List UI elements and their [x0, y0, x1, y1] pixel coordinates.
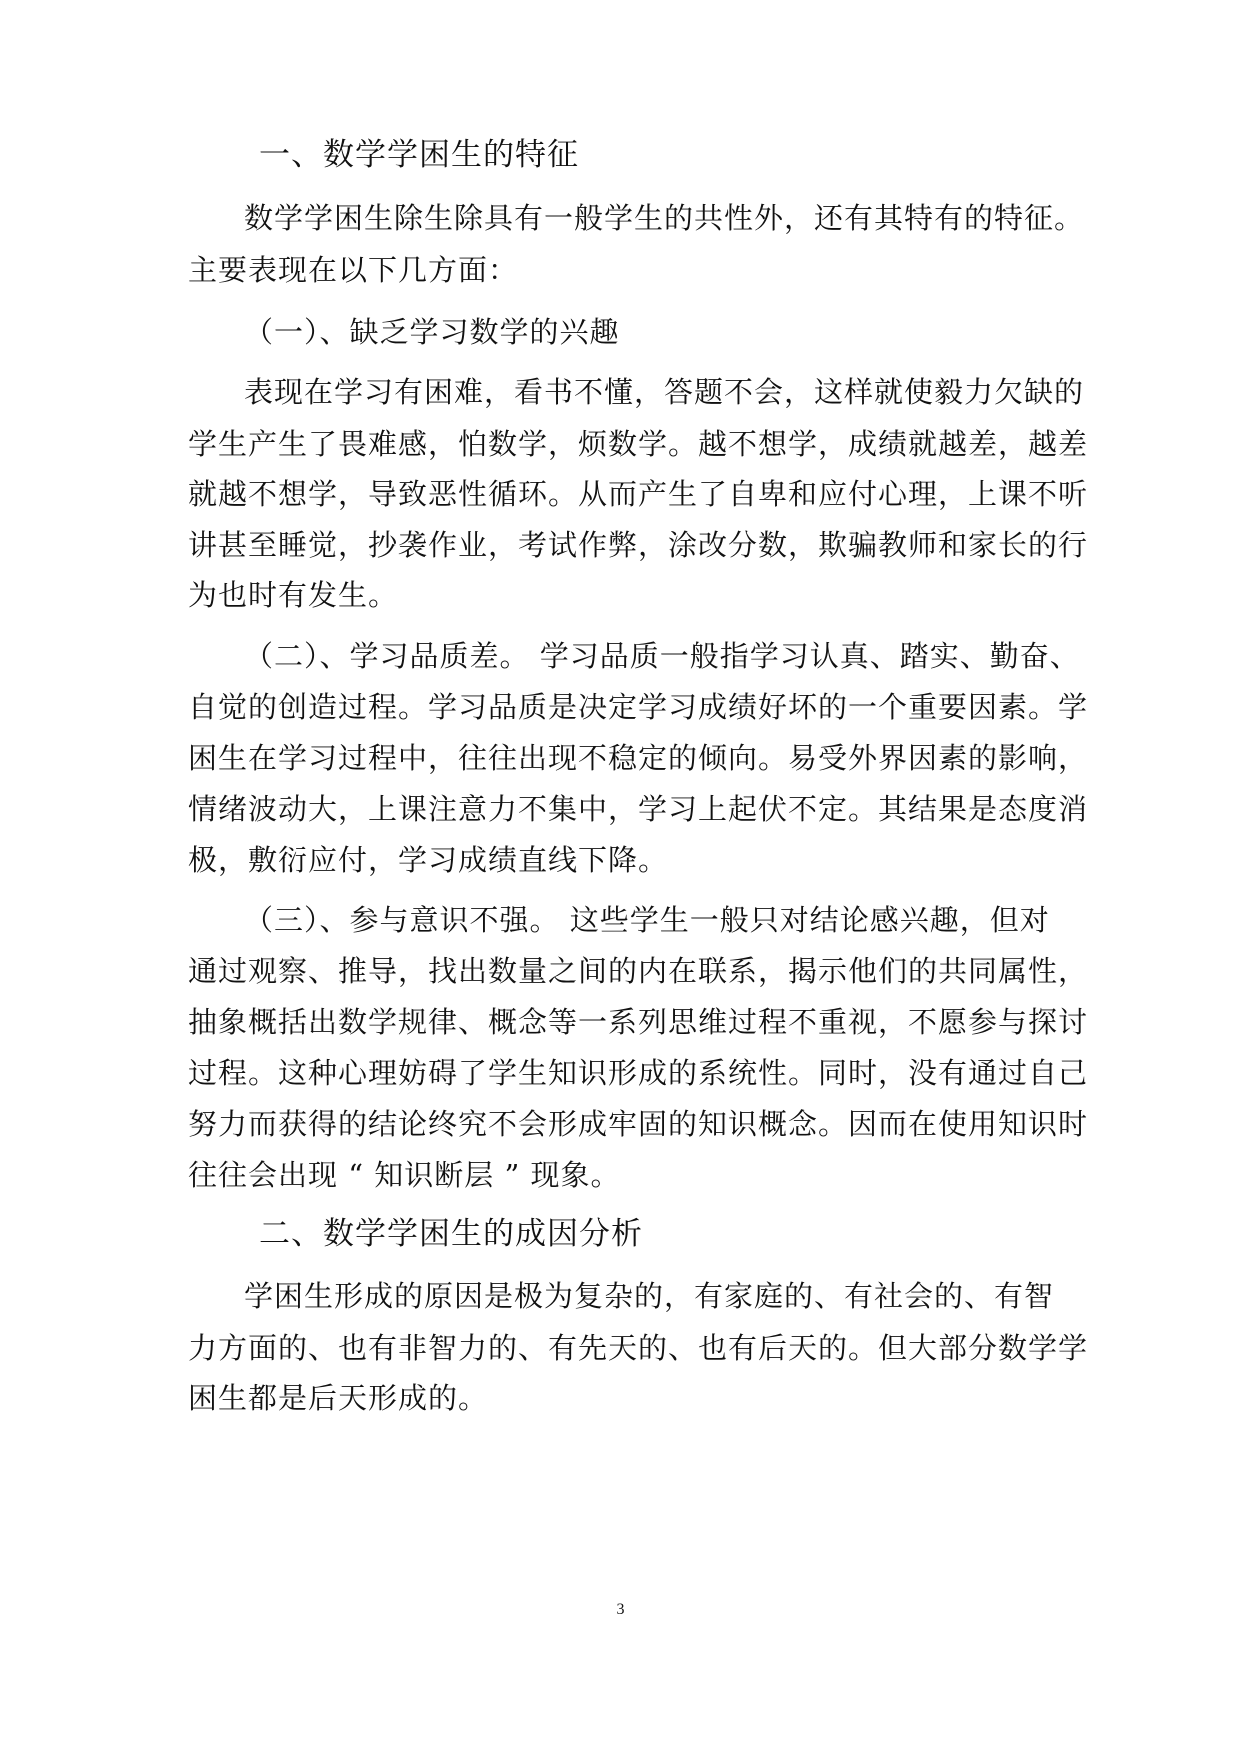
section-heading-1: 一、数学学困生的特征: [259, 137, 579, 173]
sub2-line-2: 自觉的创造过程。学习品质是决定学习成绩好坏的一个重要因素。学: [188, 690, 1089, 724]
subsection-1-title: （一）、缺乏学习数学的兴趣: [244, 315, 620, 349]
sub3-line-5: 努力而获得的结论终究不会形成牢固的知识概念。因而在使用知识时: [188, 1107, 1089, 1141]
sub1-line-2: 学生产生了畏难感，怕数学，烦数学。越不想学，成绩就越差，越差: [188, 427, 1089, 461]
sub1-line-1: 表现在学习有困难，看书不懂，答题不会，这样就使毅力欠缺的: [244, 375, 1085, 409]
page-number: 3: [616, 1601, 625, 1618]
sub2-line-5: 极，敷衍应付，学习成绩直线下降。: [188, 843, 669, 877]
para2-line-1: 学困生形成的原因是极为复杂的，有家庭的、有社会的、有智: [244, 1279, 1055, 1313]
sub1-line-5: 为也时有发生。: [188, 578, 399, 612]
sub3-line-4: 过程。这种心理妨碍了学生知识形成的系统性。同时，没有通过自己: [188, 1056, 1089, 1090]
para2-line-2: 力方面的、也有非智力的、有先天的、也有后天的。但大部分数学学: [188, 1331, 1089, 1365]
sub2-line-3: 困生在学习过程中，往往出现不稳定的倾向。易受外界因素的影响，: [188, 741, 1089, 775]
intro-line-1: 数学学困生除生除具有一般学生的共性外，还有其特有的特征。: [244, 201, 1085, 235]
sub3-line-6: 往往会出现 “ 知识断层 ” 现象。: [188, 1158, 621, 1192]
intro-line-2: 主要表现在以下几方面：: [188, 253, 519, 287]
sub3-line-1: （三）、参与意识不强。 这些学生一般只对结论感兴趣，但对: [244, 903, 1050, 937]
sub3-line-3: 抽象概括出数学规律、概念等一系列思维过程不重视，不愿参与探讨: [188, 1005, 1089, 1039]
section-heading-2: 二、数学学困生的成因分析: [259, 1216, 643, 1252]
sub2-line-1: （二）、学习品质差。 学习品质一般指学习认真、踏实、勤奋、: [244, 639, 1080, 673]
para2-line-3: 困生都是后天形成的。: [188, 1381, 489, 1415]
sub1-line-3: 就越不想学，导致恶性循环。从而产生了自卑和应付心理，上课不听: [188, 477, 1089, 511]
sub1-line-4: 讲甚至睡觉，抄袭作业，考试作弊，涂改分数，欺骗教师和家长的行: [188, 528, 1089, 562]
sub2-line-4: 情绪波动大，上课注意力不集中，学习上起伏不定。其结果是态度消: [188, 792, 1089, 826]
sub3-line-2: 通过观察、推导，找出数量之间的内在联系，揭示他们的共同属性，: [188, 954, 1089, 988]
